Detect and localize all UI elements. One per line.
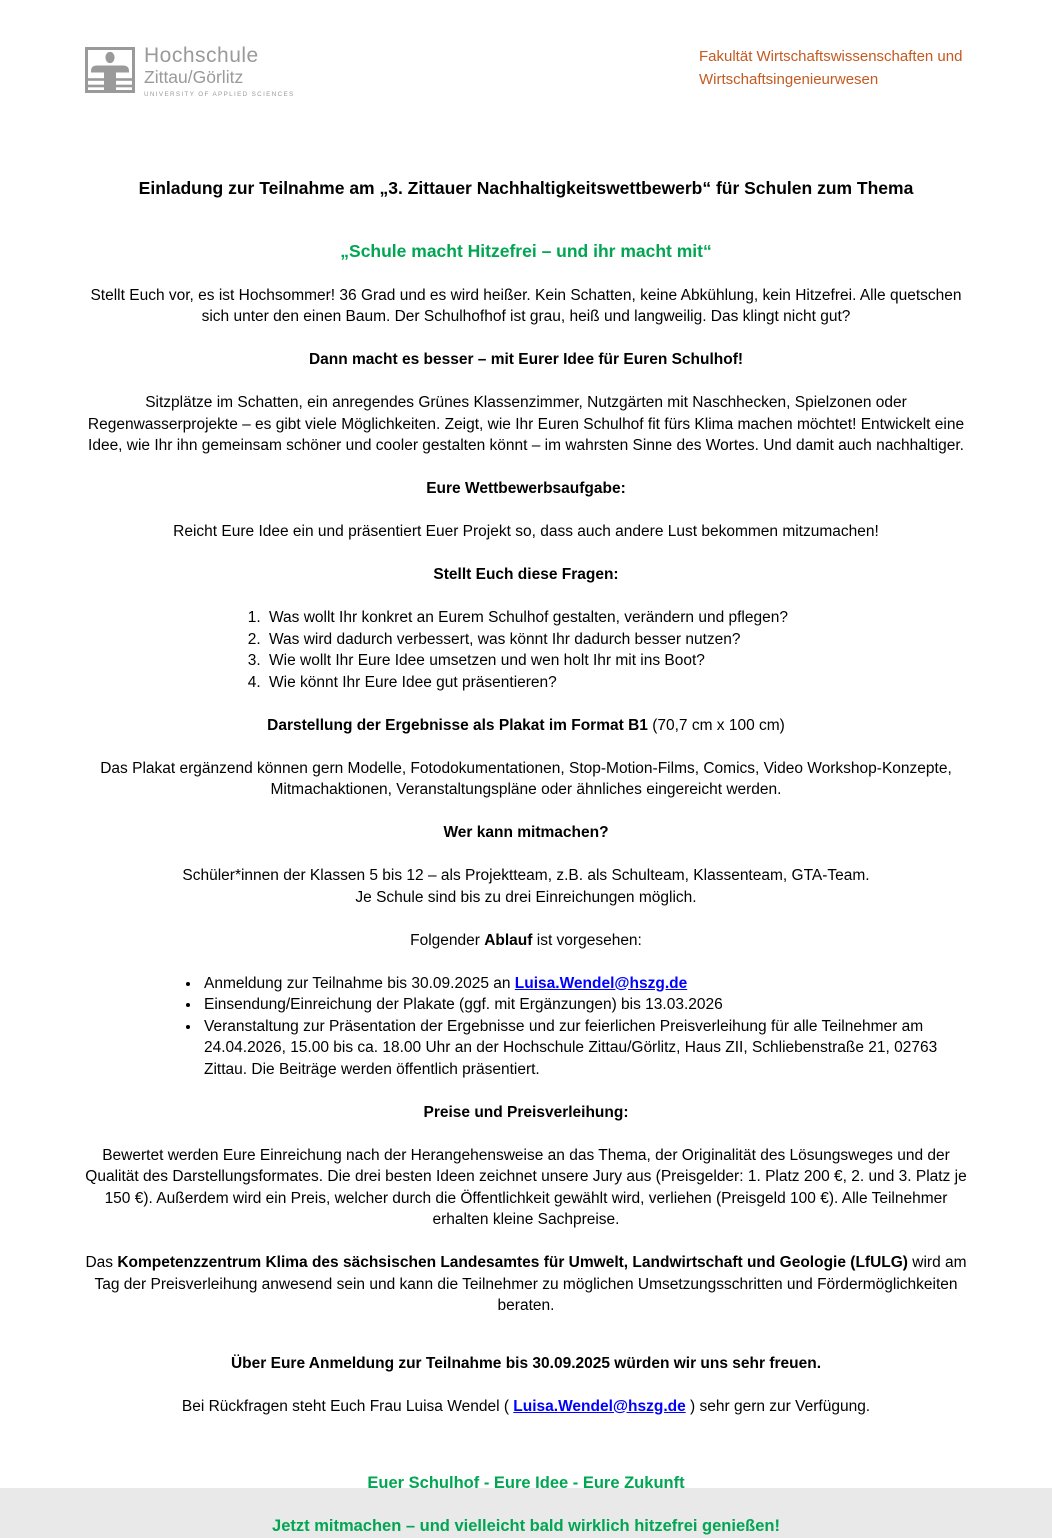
intro-paragraph: Stellt Euch vor, es ist Hochsommer! 36 Grad und es wird heißer. Kein Schatten, keine Abkühlung, kein Hitzefrei. Alle quetschen sich unter den einen Baum. Der Schulhofhof ist grau, heiß und langweilig. Das klingt nicht gut? xyxy=(90,286,962,325)
contact-email-link[interactable]: Luisa.Wendel@hszg.de xyxy=(513,1397,686,1415)
who-text xyxy=(75,865,977,908)
schedule-item-registration xyxy=(201,973,959,995)
format-heading xyxy=(75,715,977,737)
logo-name-line2: Zittau/Görlitz xyxy=(144,67,244,87)
faculty-name: Fakultät Wirtschaftswissenschaften und Wirtschaftsingenieurwesen xyxy=(699,48,963,88)
lfulg-bold: Kompetenzzentrum Klima des sächsischen Landesamtes für Umwelt, Landwirtschaft und Geologie (LfULG) xyxy=(117,1254,908,1271)
schedule-intro-bold: Ablauf xyxy=(484,931,533,949)
schedule-item-event: • Veranstaltung zur Präsentation der Ergebnisse und zur feierlichen Preisverleihung für alle Teilnehmer am 24.04.2026, 15.00 bis ca. 18.00 Uhr an der Hochschule Zittau/Görlitz, Haus ZII, Schliebenstraße 21, 02763 Zittau. Die Beiträge werden öffentlich präsentiert. xyxy=(201,1016,959,1081)
hszg-logo xyxy=(85,45,295,98)
hszg-logo-text xyxy=(144,45,295,98)
final-cta: Jetzt mitmachen – und vielleicht bald wirklich hitzefrei genießen! xyxy=(272,1517,780,1535)
lfulg-pre: Das xyxy=(85,1254,118,1271)
schedule-intro-pre: Folgender xyxy=(410,931,485,949)
slogan: Euer Schulhof - Eure Idee - Eure Zukunft xyxy=(367,1474,685,1492)
schedule-item1-text: Anmeldung zur Teilnahme bis 30.09.2025 an xyxy=(204,974,515,992)
who-text-line2: Je Schule sind bis zu drei Einreichungen möglich. xyxy=(355,888,697,906)
prizes-text: Bewertet werden Eure Einreichung nach der Herangehensweise an das Thema, der Originalität des Lösungsweges und der Qualität des Darstellungsformates. Die drei besten Ideen zeichnet unsere Jury aus (Preisgelder: 1. Platz 200 €, 2. und 3. Platz je 150 €). Außerdem wird ein Preis, welcher durch die Öffentlichkeit gewählt wird, verliehen (Preisgeld 100 €). Alle Teilnehmer erhalten kleine Sachpreise. xyxy=(85,1146,967,1228)
question-item-1: 1. Was wollt Ihr konkret an Eurem Schulhof gestalten, verändern und pflegen? xyxy=(265,607,977,629)
contact-pre: Bei Rückfragen steht Euch Frau Luisa Wendel ( xyxy=(181,1397,514,1415)
question-item-3: 3. Wie wollt Ihr Eure Idee umsetzen und wen holt Ihr mit ins Boot? xyxy=(265,650,977,672)
task-text: Reicht Eure Idee ein und präsentiert Euer Projekt so, dass auch andere Lust bekommen mitzumachen! xyxy=(173,523,879,540)
schedule-list xyxy=(177,973,959,1081)
email-link[interactable]: Luisa.Wendel@hszg.de xyxy=(514,974,688,992)
lfulg-post: wird am Tag der Preisverleihung anwesend sein und kann die Teilnehmer zu möglichen Umsetzungsschritten und Fördermöglichkeiten beraten. xyxy=(94,1254,967,1314)
document-title: Einladung zur Teilnahme am „3. Zittauer Nachhaltigkeitswettbewerb“ für Schulen zum Thema xyxy=(138,178,914,198)
hszg-logo-icon xyxy=(85,45,135,93)
question-item-2: 2. Was wird dadurch verbessert, was könnt Ihr dadurch besser nutzen? xyxy=(265,629,977,651)
prizes-heading: Preise und Preisverleihung: xyxy=(423,1103,629,1121)
questions-list xyxy=(240,607,977,693)
format-heading-bold: Darstellung der Ergebnisse als Plakat im Format B1 xyxy=(267,716,648,734)
format-heading-rest: (70,7 cm x 100 cm) xyxy=(647,716,785,734)
question-item-4: 4. Wie könnt Ihr Eure Idee gut präsentieren? xyxy=(265,672,977,694)
schedule-intro-post: ist vorgesehen: xyxy=(532,931,642,949)
task-heading: Eure Wettbewerbsaufgabe: xyxy=(426,480,626,497)
format-text: Das Plakat ergänzend können gern Modelle, Fotodokumentationen, Stop-Motion-Films, Comics, Video Workshop-Konzepte, Mitmachaktionen, Veranstaltungspläne oder ähnliches eingereicht werden. xyxy=(100,759,952,798)
lfulg-paragraph xyxy=(75,1252,977,1317)
ideas-paragraph: Sitzplätze im Schatten, ein anregendes Grünes Klassenzimmer, Nutzgärten mit Naschhecken, Spielzonen oder Regenwasserprojekte – es gibt viele Möglichkeiten. Zeigt, wie Ihr Euren Schulhof fit fürs Klima machen möchtet! Entwickelt eine Idee, wie Ihr ihn gemeinsam schöner und cooler gestalten könnt – im wahrsten Sinne des Wortes. Und damit auch nachhaltiger. xyxy=(87,394,965,454)
logo-name-line1: Hochschule xyxy=(144,44,259,67)
contact-line xyxy=(75,1396,977,1418)
questions-heading: Stellt Euch diese Fragen: xyxy=(433,566,619,583)
competition-theme: „Schule macht Hitzefrei – und ihr macht mit“ xyxy=(340,241,712,261)
schedule-item-submission: • Einsendung/Einreichung der Plakate (ggf. mit Ergänzungen) bis 13.03.2026 xyxy=(201,994,959,1016)
who-heading: Wer kann mitmachen? xyxy=(443,824,609,841)
logo-tagline: UNIVERSITY OF APPLIED SCIENCES xyxy=(144,90,295,98)
registration-cta: Über Eure Anmeldung zur Teilnahme bis 30.09.2025 würden wir uns sehr freuen. xyxy=(230,1354,822,1372)
cta-line: Dann macht es besser – mit Eurer Idee für Euren Schulhof! xyxy=(308,351,744,368)
who-text-line1: Schüler*innen der Klassen 5 bis 12 – als Projektteam, z.B. als Schulteam, Klassenteam, GTA-Team. xyxy=(182,867,870,884)
document-header xyxy=(75,45,977,111)
schedule-intro xyxy=(75,930,977,952)
contact-post: ) sehr gern zur Verfügung. xyxy=(685,1397,871,1415)
